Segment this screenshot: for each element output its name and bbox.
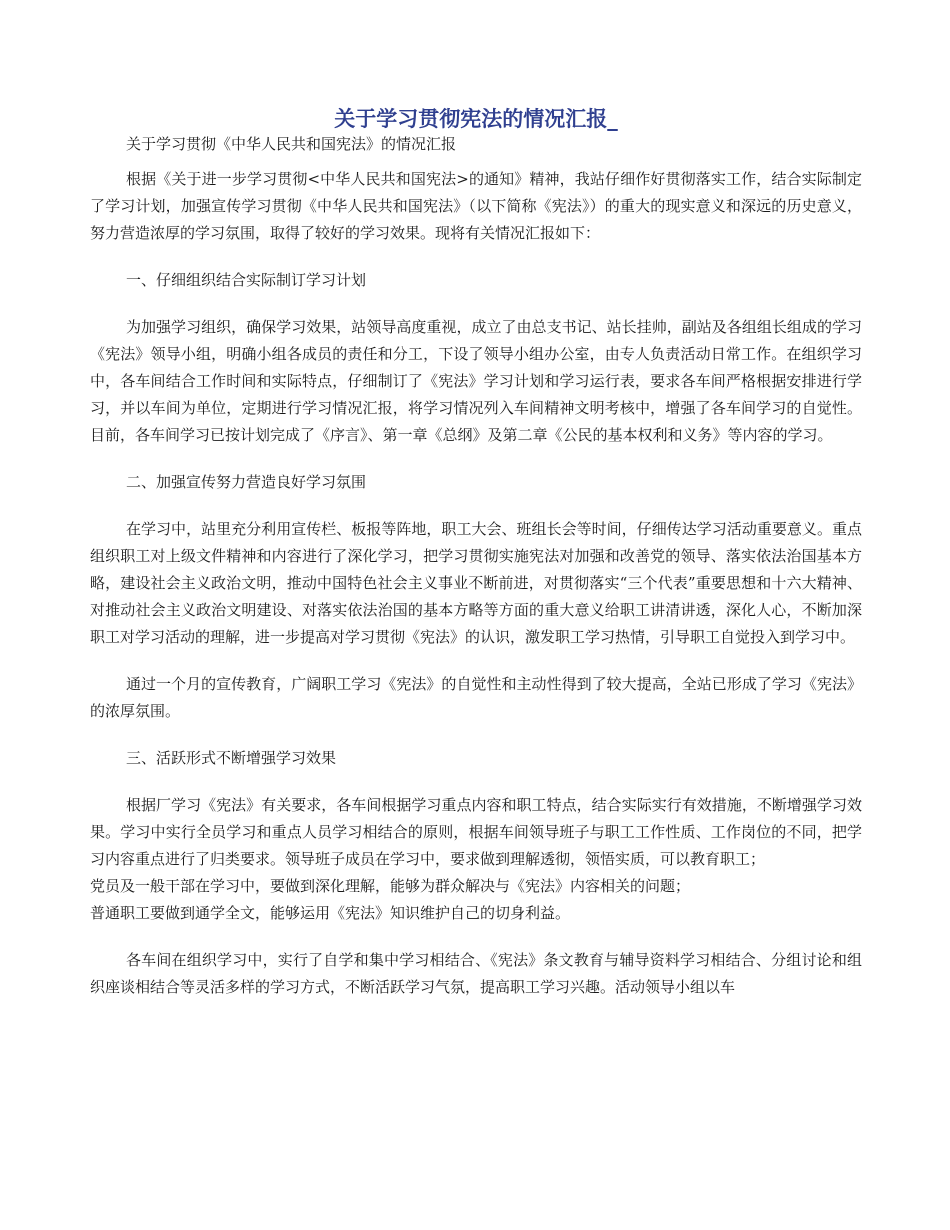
spacer (90, 927, 862, 947)
document-page (90, 104, 862, 1001)
section-2-paragraph-1: 在学习中，站里充分利用宣传栏、板报等阵地，职工大会、班组长会等时间，仔细传达学习活动重要意义。重点组织职工对上级文件精神和内容进行了深化学习，把学习贯彻实施宪法对加强和改善党的领导、落实依法治国基本方略，建设社会主义政治文明，推动中国特色社会主义事业不断前进，对贯彻落实“三个代表”重要思想和十六大精神、对推动社会主义政治文明建设、对落实依法治国的基本方略等方面的重大意义给职工讲清讲透，深化人心，不断加深职工对学习活动的理解，进一步提高对学习贯彻《宪法》的认识，激发职工学习热情，引导职工自觉投入到学习中。 (90, 520, 862, 646)
spacer (90, 154, 862, 166)
section-3-paragraph-2: 各车间在组织学习中，实行了自学和集中学习相结合、《宪法》条文教育与辅导资料学习相结合、分组讨论和组织座谈相结合等灵活多样的学习方式，不断活跃学习气氛，提高职工学习兴趣。活动领导小组以车 (90, 951, 862, 996)
section-1-heading: 一、仔细组织结合实际制订学习计划 (126, 271, 367, 289)
intro-paragraph: 根据《关于进一步学习贯彻<中华人民共和国宪法>的通知》精神，我站仔细作好贯彻落实工作，结合实际制定了学习计划，加强宣传学习贯彻《中华人民共和国宪法》（以下简称《宪法》）的重大的现实意义和深远的历史意义，努力营造浓厚的学习氛围，取得了较好的学习效果。现将有关情况汇报如下： (90, 170, 862, 242)
spacer (90, 294, 862, 314)
spacer (90, 449, 862, 469)
section-3-line-ordinary-staff: 普通职工要做到通学全文，能够运用《宪法》知识维护自己的切身利益。 (90, 904, 571, 922)
section-2-heading: 二、加强宣传努力营造良好学习氛围 (126, 473, 367, 491)
spacer (90, 725, 862, 745)
section-3-line-party-members: 党员及一般干部在学习中，要做到深化理解，能够为群众解决与《宪法》内容相关的问题； (90, 877, 691, 895)
document-title: 关于学习贯彻宪法的情况汇报_ (334, 107, 618, 131)
section-1-paragraph: 为加强学习组织，确保学习效果，站领导高度重视，成立了由总支书记、站长挂帅，副站及各组组长组成的学习《宪法》领导小组，明确小组各成员的责任和分工，下设了领导小组办公室，由专人负责活动日常工作。在组织学习中，各车间结合工作时间和实际特点，仔细制订了《宪法》学习计划和学习运行表，要求各车间严格根据安排进行学习，并以车间为单位，定期进行学习情况汇报，将学习情况列入车间精神文明考核中，增强了各车间学习的自觉性。目前，各车间学习已按计划完成了《序言》、第一章《总纲》及第二章《公民的基本权利和义务》等内容的学习。 (90, 318, 862, 444)
section-3-paragraph-1: 根据厂学习《宪法》有关要求，各车间根据学习重点内容和职工特点，结合实际实行有效措施，不断增强学习效果。学习中实行全员学习和重点人员学习相结合的原则，根据车间领导班子与职工工作性质、工作岗位的不同，把学习内容重点进行了归类要求。领导班子成员在学习中，要求做到理解透彻，领悟实质，可以教育职工； (90, 796, 862, 868)
section-3-heading: 三、活跃形式不断增强学习效果 (126, 749, 337, 767)
spacer (90, 651, 862, 671)
document-subtitle: 关于学习贯彻《中华人民共和国宪法》的情况汇报 (126, 135, 457, 153)
spacer (90, 772, 862, 792)
spacer (90, 247, 862, 267)
section-2-paragraph-2: 通过一个月的宣传教育，广阔职工学习《宪法》的自觉性和主动性得到了较大提高，全站已形成了学习《宪法》的浓厚氛围。 (90, 675, 862, 720)
spacer (90, 496, 862, 516)
